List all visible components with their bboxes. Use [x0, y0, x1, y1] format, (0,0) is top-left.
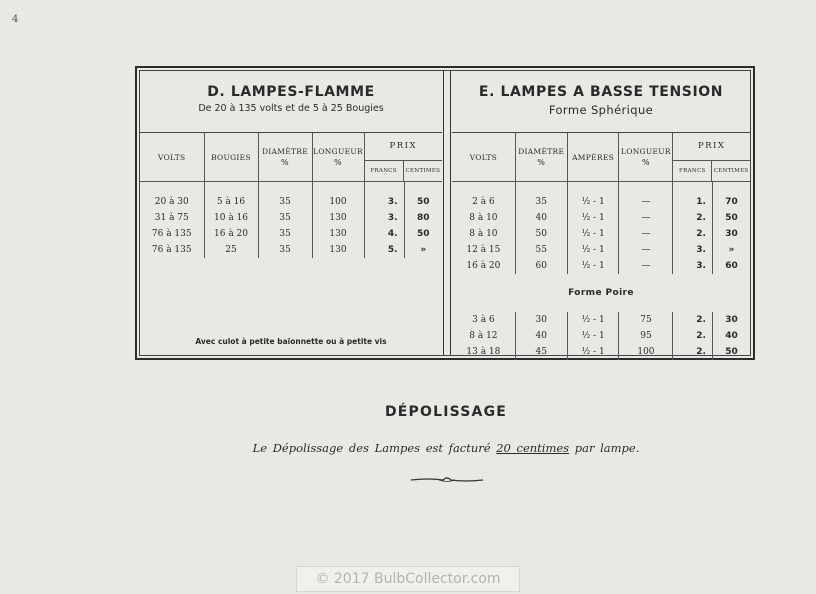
table-row: 2 à 6 35 ½ - 1 — 1. 70: [452, 182, 750, 211]
culot-note: Avec culot à petite baïonnette ou à petite vis: [195, 337, 387, 346]
table-row: 76 à 135 16 à 20 35 130 4. 50: [140, 226, 442, 242]
header-longueur: LONGUEUR %: [312, 133, 364, 182]
table-row: 76 à 135 25 35 130 5. »: [140, 242, 442, 258]
header-bougies: BOUGIES: [204, 133, 258, 182]
lampes-flamme-table: [140, 133, 442, 258]
header-diametre: DIAMÈTRE %: [258, 133, 312, 182]
table-row: 20 à 30 5 à 16 35 100 3. 50: [140, 182, 442, 211]
forme-poire-title: Forme Poire: [568, 288, 634, 298]
basse-tension-table: [452, 133, 750, 360]
header-prix: PRIX FRANCS CENTIMES: [673, 133, 750, 182]
header-centimes: CENTIMES: [713, 168, 749, 174]
forme-spherique-title: Forme Sphérique: [548, 103, 654, 117]
depolissage-title: DÉPOLISSAGE: [384, 404, 508, 420]
table-row: 16 à 20 60 ½ - 1 — 3. 60: [452, 258, 750, 274]
forme-poire-row: [452, 274, 750, 312]
ornament-divider-icon: [409, 476, 485, 484]
header-centimes: CENTIMES: [405, 168, 441, 174]
table-row: 12 à 15 55 ½ - 1 — 3. »: [452, 242, 750, 258]
table-row: 8 à 12 40 ½ - 1 95 2. 40: [452, 328, 750, 344]
table-row: 8 à 10 50 ½ - 1 — 2. 30: [452, 226, 750, 242]
table-row: 8 à 10 40 ½ - 1 — 2. 50: [452, 210, 750, 226]
watermark: © 2017 BulbCollector.com: [296, 566, 520, 592]
table-row: 31 à 75 10 à 16 35 130 3. 80: [140, 210, 442, 226]
basse-tension-panel: [452, 71, 750, 355]
table-row: 13 à 18 45 ½ - 1 100 2. 50: [452, 344, 750, 360]
page-number: 4: [12, 14, 19, 25]
depolissage-text: Le Dépolissage des Lampes est facturé 20 centimes par lampe.: [252, 441, 640, 455]
lampes-flamme-subtitle: De 20 à 135 volts et de 5 à 25 Bougies: [198, 103, 384, 114]
header-diametre: DIAMÈTRE %: [515, 133, 567, 182]
header-volts: VOLTS: [140, 133, 204, 182]
header-francs: FRANCS: [365, 161, 404, 181]
header-francs: FRANCS: [673, 161, 712, 181]
lampes-flamme-panel: [140, 71, 442, 355]
depolissage-price: 20 centimes: [496, 441, 570, 455]
panel-divider: [443, 71, 451, 355]
header-amperes: AMPÈRES: [567, 133, 619, 182]
price-table-frame: [135, 66, 755, 360]
basse-tension-title: E. LAMPES A BASSE TENSION: [478, 84, 724, 100]
header-volts: VOLTS: [452, 133, 515, 182]
lampes-flamme-title: D. LAMPES-FLAMME: [207, 84, 375, 100]
header-longueur: LONGUEUR %: [619, 133, 673, 182]
table-row: 3 à 6 30 ½ - 1 75 2. 30: [452, 312, 750, 328]
header-prix: PRIX FRANCS CENTIMES: [364, 133, 442, 182]
